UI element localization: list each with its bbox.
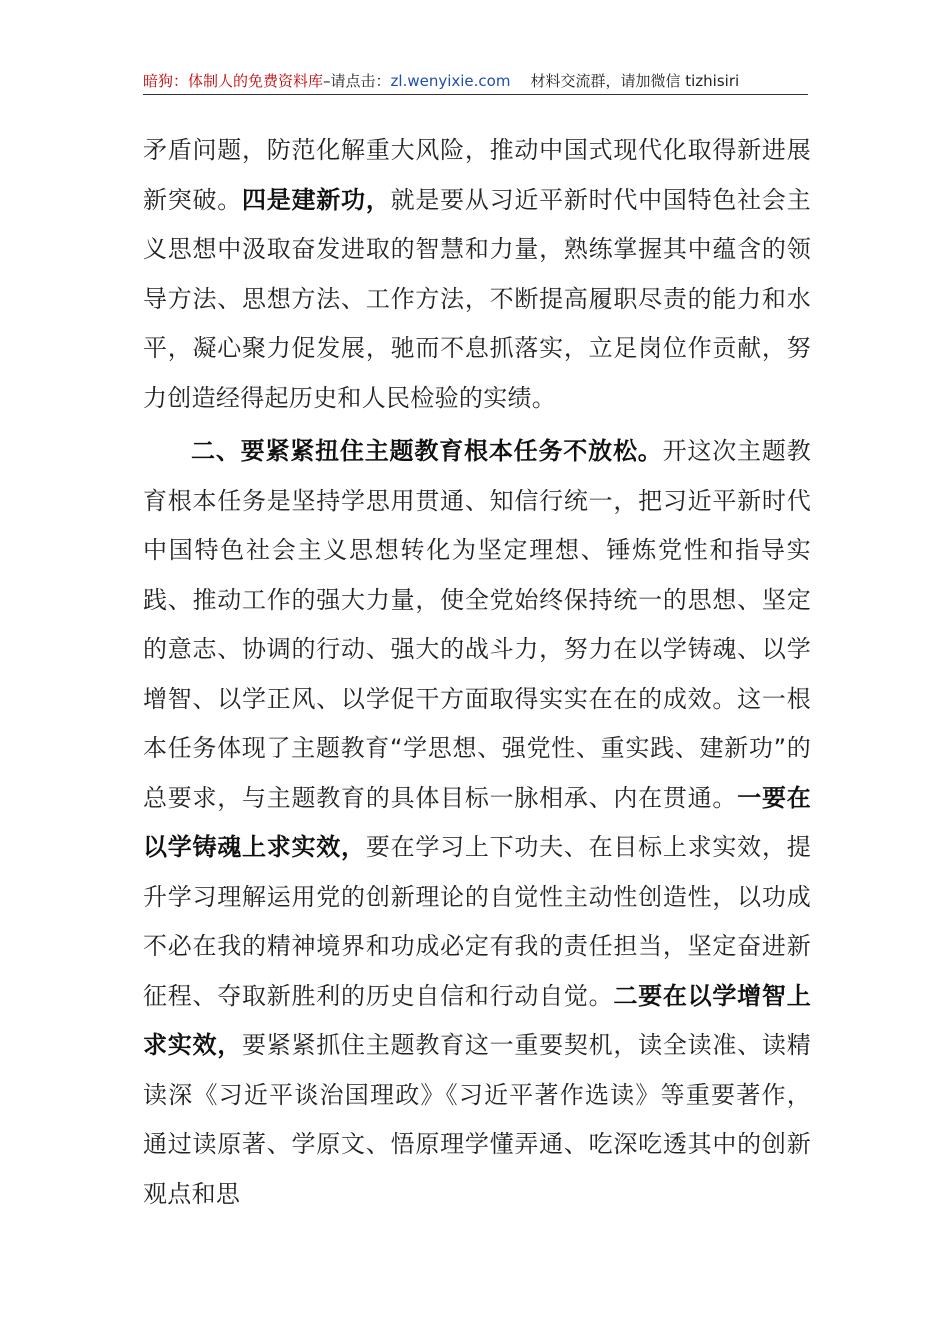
paragraph-2 <box>143 427 811 1219</box>
paragraph-text: 要在学习上下功夫、在目标上求实效，提升学习理解运用党的创新理论的自觉性主动性创造性，以功成不必在我的精神境界和功成必定有我的责任担当，坚定奋进新征程、夺取新胜利的历史自信和行动自觉。 <box>143 833 812 1010</box>
document-body <box>143 126 811 1219</box>
paragraph-text: 矛盾问题，防范化解重大风险，推动中国式现代化取得新进展新突破。 <box>143 136 811 214</box>
paragraph-emphasis: 一要在以学铸魂上求实效， <box>143 783 812 861</box>
paragraph-text: 要紧紧抓住主题教育这一重要契机，读全读准、读精读深《习近平谈治国理政》《习近平著作选读》等重要著作，通过读原著、学原文、悟原理学懂弄通、吃深吃透其中的创新观点和思 <box>143 1031 811 1208</box>
header-site-name: 暗狗：体制人的免费资料库 <box>143 72 324 90</box>
page-header <box>143 68 808 95</box>
header-url-link[interactable]: zl.wenyixie.com <box>390 72 511 90</box>
paragraph-text: 开这次主题教育根本任务是坚持学思用贯通、知信行统一，把习近平新时代中国特色社会主义思想转化为坚定理想、锤炼党性和指导实践、推动工作的强大力量，使全党始终保持统一的思想、坚定的意志、协调的行动、强大的战斗力，努力在以学铸魂、以学增智、以学正风、以学促干方面取得实实在在的成效。这一根本任务体现了主题教育“学思想、强党性、重实践、建新功”的总要求，与主题教育的具体目标一脉相承、内在贯通。 <box>143 437 811 812</box>
section-heading: 二、要紧紧扭住主题教育根本任务不放松。 <box>191 437 663 465</box>
header-click-prompt: –请点击： <box>323 72 391 90</box>
paragraph-text: 就是要从习近平新时代中国特色社会主义思想中汲取奋发进取的智慧和力量，熟练掌握其中蕴含的领导方法、思想方法、工作方法，不断提高履职尽责的能力和水平，凝心聚力促发展，驰而不息抓落实，立足岗位作贡献，努力创造经得起历史和人民检验的实绩。 <box>143 185 811 412</box>
paragraph-emphasis: 四是建新功， <box>242 185 391 214</box>
paragraph-emphasis: 二要在以学增智上求实效， <box>143 981 811 1059</box>
paragraph-1 <box>143 126 811 423</box>
header-wechat-note: 材料交流群，请加微信 tizhisiri <box>530 72 740 90</box>
